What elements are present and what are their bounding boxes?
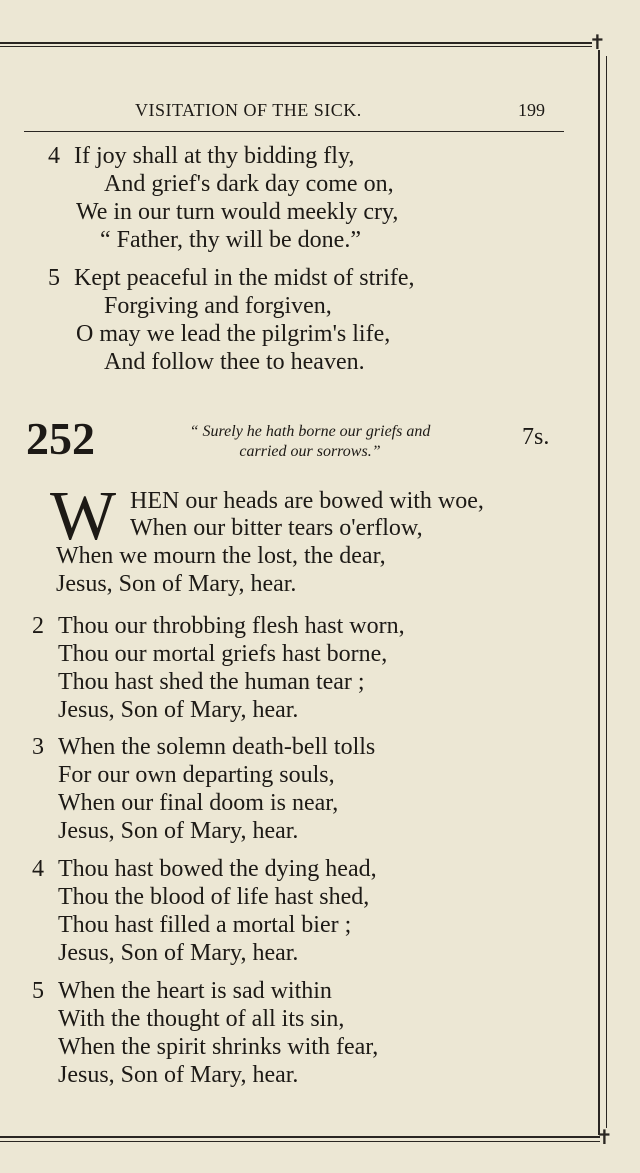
- verse-number: 3: [32, 734, 44, 760]
- cross-ornament-icon: ✝: [596, 1127, 613, 1149]
- verse-line: We in our turn would meekly cry,: [76, 199, 399, 225]
- verse-number: 4: [32, 856, 44, 882]
- right-border-rule-thin: [606, 56, 607, 1128]
- hymn-epigraph: [130, 422, 490, 462]
- verse-line: Kept peaceful in the midst of strife,: [74, 265, 415, 291]
- verse-line: Forgiving and forgiven,: [104, 293, 332, 319]
- verse-line: Thou our mortal griefs hast borne,: [58, 641, 388, 667]
- right-border-rule: [598, 50, 600, 1135]
- verse-line: When the spirit shrinks with fear,: [58, 1034, 379, 1060]
- verse-line: Jesus, Son of Mary, hear.: [58, 1062, 299, 1088]
- verse-line: Thou our throbbing flesh hast worn,: [58, 613, 405, 639]
- verse-number: 5: [48, 265, 60, 291]
- verse-number: 2: [32, 613, 44, 639]
- page-number: 199: [518, 100, 545, 120]
- verse-line: When the heart is sad within: [58, 978, 332, 1004]
- previous-hymn-verse-4: [48, 142, 398, 254]
- verse-line: When our bitter tears o'erflow,: [130, 515, 423, 541]
- top-border-rule: [0, 42, 592, 44]
- verse-number: 5: [32, 978, 44, 1004]
- hymn-verse-4: [32, 855, 377, 967]
- running-head: VISITATION OF THE SICK.: [135, 100, 362, 120]
- verse-line: Jesus, Son of Mary, hear.: [58, 697, 299, 723]
- hymn-number: 252: [26, 413, 95, 464]
- verse-line: “ Father, thy will be done.”: [100, 227, 361, 253]
- verse-line: Thou hast shed the human tear ;: [58, 669, 365, 695]
- bottom-border-rule: [0, 1136, 600, 1138]
- verse-line: Thou the blood of life hast shed,: [58, 884, 370, 910]
- verse-line: For our own departing souls,: [58, 762, 335, 788]
- hymn-meter: 7s.: [522, 424, 550, 450]
- verse-line: Jesus, Son of Mary, hear.: [58, 818, 299, 844]
- verse-line: When our final doom is near,: [58, 790, 339, 816]
- previous-hymn-verse-5: [48, 264, 415, 376]
- verse-line: Jesus, Son of Mary, hear.: [56, 571, 297, 597]
- hymn-verse-1: [56, 514, 423, 598]
- drop-cap: W: [50, 478, 117, 555]
- epigraph-line: “ Surely he hath borne our griefs and: [189, 423, 431, 440]
- epigraph-line: carried our sorrows.”: [239, 443, 381, 460]
- bottom-border-rule-thin: [0, 1141, 600, 1142]
- hymn-verse-5: [32, 977, 378, 1089]
- verse-line: With the thought of all its sin,: [58, 1006, 345, 1032]
- hymn-verse-3: [32, 733, 375, 845]
- verse-line: HEN our heads are bowed with woe,: [130, 488, 484, 514]
- verse-line: If joy shall at thy bidding fly,: [74, 143, 355, 169]
- verse-line: Thou hast filled a mortal bier ;: [58, 912, 352, 938]
- verse-line: Thou hast bowed the dying head,: [58, 856, 377, 882]
- verse-line: And follow thee to heaven.: [104, 349, 365, 375]
- top-border-rule-thin: [0, 46, 592, 47]
- header-rule: [24, 131, 564, 132]
- verse-line: O may we lead the pilgrim's life,: [76, 321, 391, 347]
- verse-line: When we mourn the lost, the dear,: [56, 543, 386, 569]
- verse-line: And grief's dark day come on,: [104, 171, 394, 197]
- verse-number: 4: [48, 143, 60, 169]
- verse-line: When the solemn death-bell tolls: [58, 734, 376, 760]
- hymn-verse-2: [32, 612, 405, 724]
- cross-ornament-icon: ✝: [589, 32, 606, 54]
- verse-line: Jesus, Son of Mary, hear.: [58, 940, 299, 966]
